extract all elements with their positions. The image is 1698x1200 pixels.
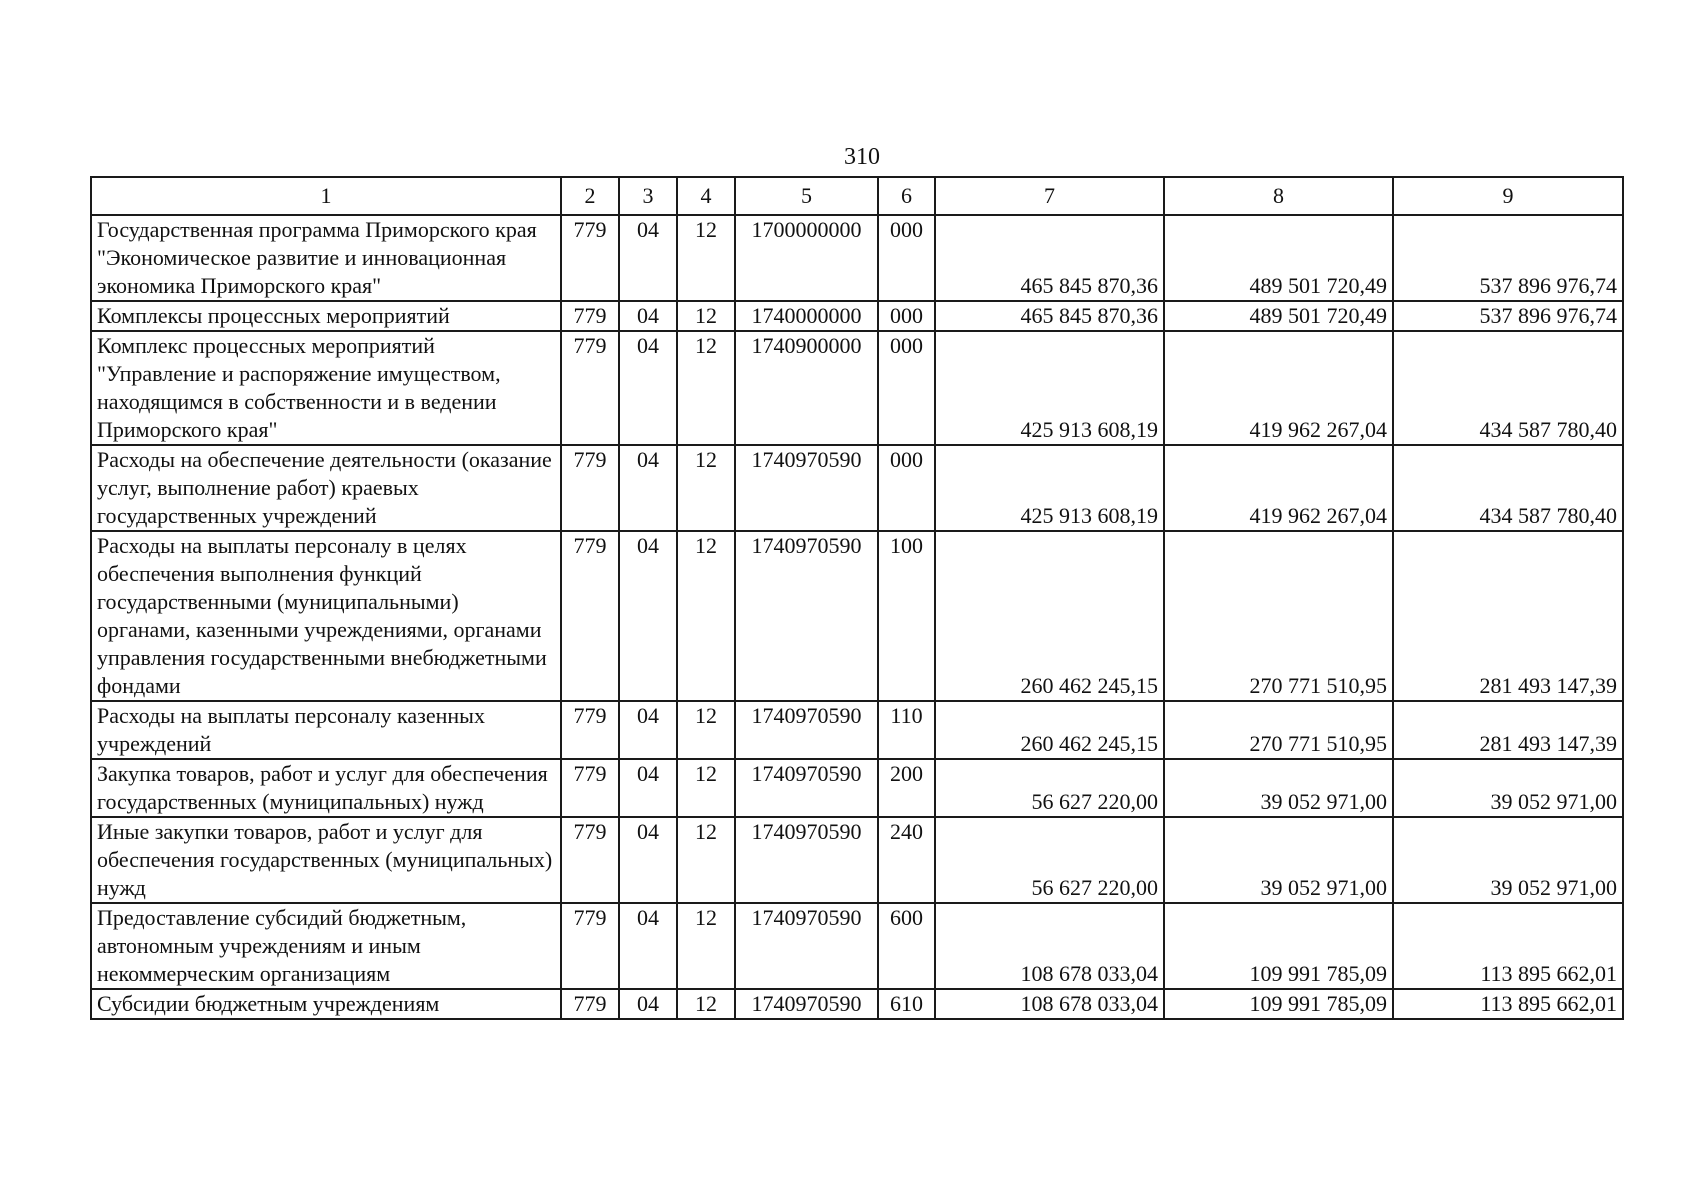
code-cell: 1740970590 bbox=[735, 531, 878, 701]
budget-table bbox=[90, 176, 1624, 1020]
amount-cell: 425 913 608,19 bbox=[935, 445, 1164, 531]
column-header: 5 bbox=[735, 177, 878, 215]
amount-cell: 489 501 720,49 bbox=[1164, 301, 1393, 331]
code-cell: 779 bbox=[561, 331, 619, 445]
code-cell: 779 bbox=[561, 817, 619, 903]
code-cell: 000 bbox=[878, 445, 935, 531]
amount-cell: 537 896 976,74 bbox=[1393, 215, 1623, 301]
amount-cell: 108 678 033,04 bbox=[935, 989, 1164, 1019]
code-cell: 779 bbox=[561, 701, 619, 759]
amount-cell: 465 845 870,36 bbox=[935, 301, 1164, 331]
code-cell: 04 bbox=[619, 531, 677, 701]
code-cell: 610 bbox=[878, 989, 935, 1019]
code-cell: 110 bbox=[878, 701, 935, 759]
amount-cell: 489 501 720,49 bbox=[1164, 215, 1393, 301]
amount-cell: 39 052 971,00 bbox=[1393, 759, 1623, 817]
code-cell: 04 bbox=[619, 445, 677, 531]
column-header: 4 bbox=[677, 177, 735, 215]
code-cell: 1740900000 bbox=[735, 331, 878, 445]
code-cell: 12 bbox=[677, 759, 735, 817]
amount-cell: 260 462 245,15 bbox=[935, 531, 1164, 701]
amount-cell: 56 627 220,00 bbox=[935, 759, 1164, 817]
amount-cell: 56 627 220,00 bbox=[935, 817, 1164, 903]
code-cell: 12 bbox=[677, 331, 735, 445]
code-cell: 04 bbox=[619, 331, 677, 445]
code-cell: 779 bbox=[561, 531, 619, 701]
code-cell: 04 bbox=[619, 989, 677, 1019]
amount-cell: 260 462 245,15 bbox=[935, 701, 1164, 759]
expense-name: Комплекс процессных мероприятий "Управление и распоряжение имуществом, находящимся в собственности и в ведении Приморского края" bbox=[91, 331, 561, 445]
code-cell: 1740970590 bbox=[735, 903, 878, 989]
code-cell: 000 bbox=[878, 301, 935, 331]
amount-cell: 39 052 971,00 bbox=[1164, 817, 1393, 903]
code-cell: 1740970590 bbox=[735, 817, 878, 903]
code-cell: 12 bbox=[677, 989, 735, 1019]
table-row bbox=[91, 531, 1623, 701]
code-cell: 12 bbox=[677, 445, 735, 531]
amount-cell: 39 052 971,00 bbox=[1393, 817, 1623, 903]
code-cell: 779 bbox=[561, 989, 619, 1019]
column-header: 2 bbox=[561, 177, 619, 215]
amount-cell: 109 991 785,09 bbox=[1164, 903, 1393, 989]
code-cell: 600 bbox=[878, 903, 935, 989]
header-row bbox=[91, 177, 1623, 215]
amount-cell: 425 913 608,19 bbox=[935, 331, 1164, 445]
expense-name: Комплексы процессных мероприятий bbox=[91, 301, 561, 331]
code-cell: 04 bbox=[619, 817, 677, 903]
code-cell: 04 bbox=[619, 215, 677, 301]
column-header: 3 bbox=[619, 177, 677, 215]
code-cell: 04 bbox=[619, 759, 677, 817]
code-cell: 779 bbox=[561, 301, 619, 331]
table-row bbox=[91, 903, 1623, 989]
amount-cell: 113 895 662,01 bbox=[1393, 989, 1623, 1019]
column-header: 6 bbox=[878, 177, 935, 215]
expense-name: Расходы на выплаты персоналу в целях обеспечения выполнения функций государственными (муниципальными) органами, казенными учреждениями, органами управления государственными внебюджетными фондами bbox=[91, 531, 561, 701]
code-cell: 1740000000 bbox=[735, 301, 878, 331]
amount-cell: 465 845 870,36 bbox=[935, 215, 1164, 301]
amount-cell: 419 962 267,04 bbox=[1164, 445, 1393, 531]
amount-cell: 270 771 510,95 bbox=[1164, 701, 1393, 759]
page-number: 310 bbox=[844, 144, 880, 170]
expense-name: Расходы на выплаты персоналу казенных учреждений bbox=[91, 701, 561, 759]
amount-cell: 537 896 976,74 bbox=[1393, 301, 1623, 331]
expense-name: Субсидии бюджетным учреждениям bbox=[91, 989, 561, 1019]
amount-cell: 281 493 147,39 bbox=[1393, 531, 1623, 701]
code-cell: 12 bbox=[677, 215, 735, 301]
code-cell: 200 bbox=[878, 759, 935, 817]
code-cell: 1740970590 bbox=[735, 989, 878, 1019]
table-row bbox=[91, 445, 1623, 531]
code-cell: 000 bbox=[878, 215, 935, 301]
table-row bbox=[91, 701, 1623, 759]
amount-cell: 434 587 780,40 bbox=[1393, 331, 1623, 445]
code-cell: 100 bbox=[878, 531, 935, 701]
table-row bbox=[91, 817, 1623, 903]
amount-cell: 39 052 971,00 bbox=[1164, 759, 1393, 817]
code-cell: 12 bbox=[677, 301, 735, 331]
code-cell: 240 bbox=[878, 817, 935, 903]
code-cell: 12 bbox=[677, 817, 735, 903]
code-cell: 12 bbox=[677, 903, 735, 989]
expense-name: Иные закупки товаров, работ и услуг для обеспечения государственных (муниципальных) нужд bbox=[91, 817, 561, 903]
code-cell: 1740970590 bbox=[735, 759, 878, 817]
column-header: 1 bbox=[91, 177, 561, 215]
table-row bbox=[91, 215, 1623, 301]
code-cell: 000 bbox=[878, 331, 935, 445]
expense-name: Государственная программа Приморского края "Экономическое развитие и инновационная экономика Приморского края" bbox=[91, 215, 561, 301]
amount-cell: 108 678 033,04 bbox=[935, 903, 1164, 989]
code-cell: 04 bbox=[619, 903, 677, 989]
code-cell: 04 bbox=[619, 701, 677, 759]
expense-name: Закупка товаров, работ и услуг для обеспечения государственных (муниципальных) нужд bbox=[91, 759, 561, 817]
amount-cell: 113 895 662,01 bbox=[1393, 903, 1623, 989]
code-cell: 779 bbox=[561, 759, 619, 817]
table-row bbox=[91, 989, 1623, 1019]
expense-name: Предоставление субсидий бюджетным, автономным учреждениям и иным некоммерческим организациям bbox=[91, 903, 561, 989]
table-row bbox=[91, 331, 1623, 445]
code-cell: 1700000000 bbox=[735, 215, 878, 301]
code-cell: 779 bbox=[561, 445, 619, 531]
amount-cell: 419 962 267,04 bbox=[1164, 331, 1393, 445]
amount-cell: 270 771 510,95 bbox=[1164, 531, 1393, 701]
code-cell: 04 bbox=[619, 301, 677, 331]
expense-name: Расходы на обеспечение деятельности (оказание услуг, выполнение работ) краевых государственных учреждений bbox=[91, 445, 561, 531]
code-cell: 779 bbox=[561, 215, 619, 301]
code-cell: 779 bbox=[561, 903, 619, 989]
column-header: 8 bbox=[1164, 177, 1393, 215]
amount-cell: 434 587 780,40 bbox=[1393, 445, 1623, 531]
table-row bbox=[91, 301, 1623, 331]
amount-cell: 109 991 785,09 bbox=[1164, 989, 1393, 1019]
amount-cell: 281 493 147,39 bbox=[1393, 701, 1623, 759]
column-header: 7 bbox=[935, 177, 1164, 215]
code-cell: 1740970590 bbox=[735, 445, 878, 531]
code-cell: 12 bbox=[677, 531, 735, 701]
code-cell: 1740970590 bbox=[735, 701, 878, 759]
table-row bbox=[91, 759, 1623, 817]
column-header: 9 bbox=[1393, 177, 1623, 215]
code-cell: 12 bbox=[677, 701, 735, 759]
